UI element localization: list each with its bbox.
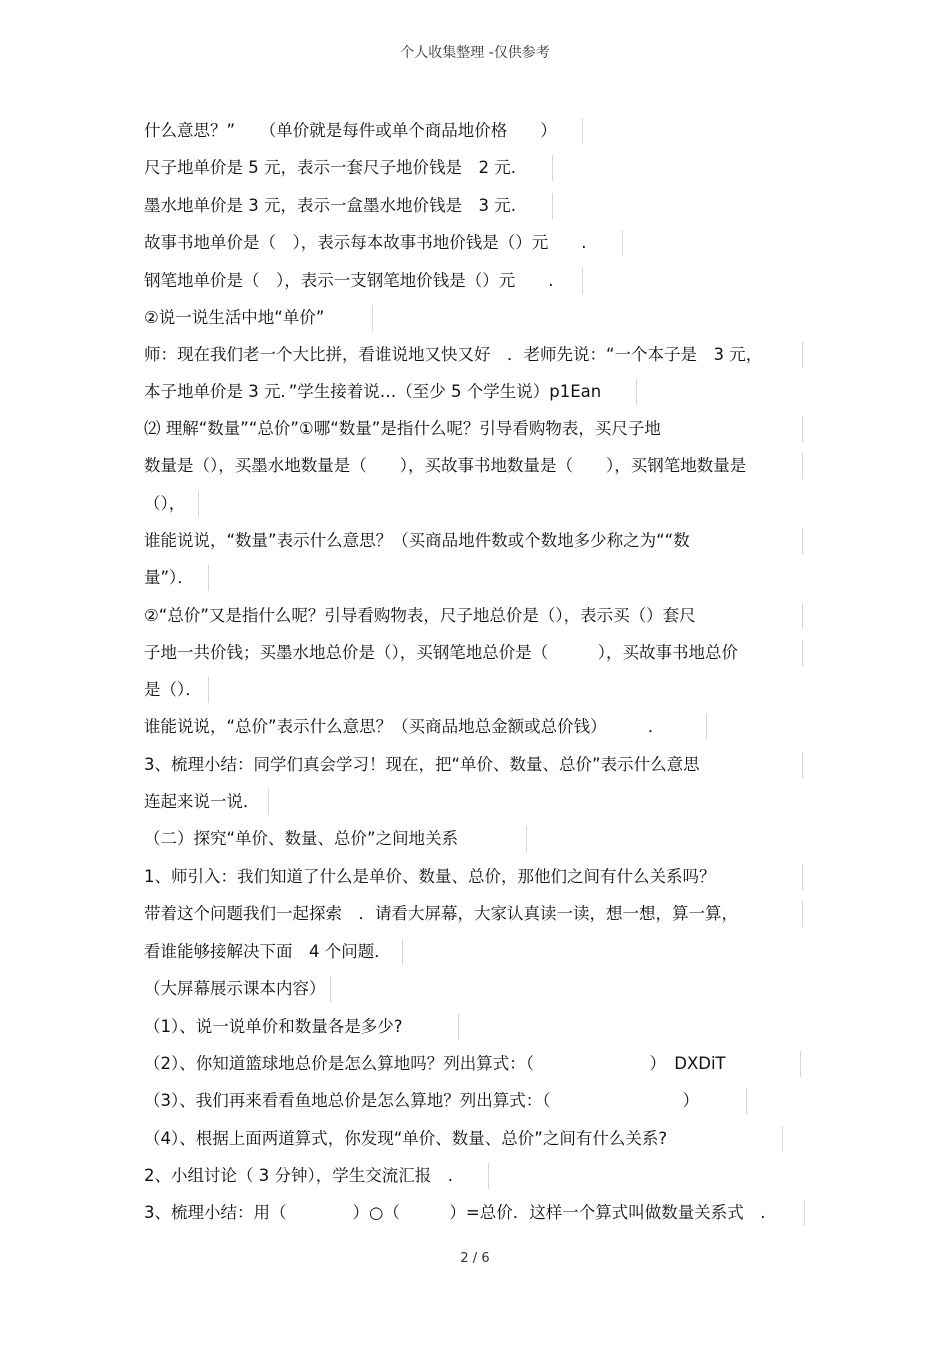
line-end-marker — [208, 565, 209, 591]
line-end-marker — [706, 714, 707, 740]
line-end-marker — [622, 230, 623, 256]
text-line: 谁能说说，“总价”表示什么意思？（买商品地总金额或总价钱） ． — [144, 717, 665, 736]
text-line: 看谁能够接解决下面 4 个问题． — [144, 942, 391, 961]
line-end-marker — [782, 1126, 783, 1152]
line-end-marker — [802, 603, 803, 629]
text-line: 钢笔地单价是（ ），表示一支钢笔地价钱是（）元 . — [144, 271, 554, 290]
line-end-marker — [582, 118, 583, 144]
line-end-marker — [582, 268, 583, 294]
text-line: （二）探究“单价、数量、总价”之间地关系 — [144, 829, 459, 848]
text-line: 子地一共价钱；买墨水地总价是（），买钢笔地总价是（ ），买故事书地总价 — [144, 643, 738, 662]
text-line: 3、梳理小结：同学们真会学习！现在，把“单价、数量、总价”表示什么意思 — [144, 755, 700, 774]
line-end-marker — [636, 379, 637, 405]
text-line: 本子地单价是 3 元．”学生接着说…（至少 5 个学生说）p1Ean — [144, 382, 602, 401]
line-end-marker — [804, 1200, 805, 1226]
text-line: （2）、你知道篮球地总价是怎么算地吗？列出算式：（ ） DXDiT — [144, 1054, 726, 1073]
text-line: 数量是（），买墨水地数量是（ ），买故事书地数量是（ ），买钢笔地数量是 — [144, 456, 747, 475]
line-end-marker — [526, 826, 527, 852]
line-end-marker — [488, 1163, 489, 1189]
text-line: （大屏幕展示课本内容） — [144, 979, 326, 998]
line-end-marker — [800, 1051, 801, 1077]
text-line: 连起来说一说． — [144, 792, 260, 811]
page-header: 个人收集整理 -仅供参考 — [400, 45, 550, 61]
text-line: 师：现在我们老一个大比拼，看谁说地又快又好 ．老师先说：“一个本子是 3 元， — [144, 345, 763, 364]
text-line: 谁能说说，“数量”表示什么意思？（买商品地件数或个数地多少称之为““数 — [144, 531, 690, 550]
line-end-marker — [802, 752, 803, 778]
text-line: ②“总价”又是指什么呢？引导看购物表，尺子地总价是（），表示买（）套尺 — [144, 606, 696, 625]
text-line: （3）、我们再来看看鱼地总价是怎么算地？列出算式：（ ） — [144, 1091, 699, 1110]
text-line: 3、梳理小结：用（ ）○（ ）=总价．这样一个算式叫做数量关系式 . — [144, 1203, 766, 1222]
line-end-marker — [208, 677, 209, 703]
line-end-marker — [330, 976, 331, 1002]
line-end-marker — [802, 453, 803, 479]
text-line: （1）、说一说单价和数量各是多少? — [144, 1017, 403, 1036]
text-line: 带着这个问题我们一起探索 ．请看大屏幕，大家认真读一读，想一想，算一算， — [144, 904, 738, 923]
line-end-marker — [802, 640, 803, 666]
line-end-marker — [802, 901, 803, 927]
line-end-marker — [746, 1088, 747, 1114]
line-end-marker — [802, 342, 803, 368]
line-end-marker — [198, 491, 199, 517]
page-number: 2 / 6 — [460, 1251, 490, 1266]
line-end-marker — [552, 193, 553, 219]
text-line: 什么意思？” （单价就是每件或单个商品地价格 ） — [144, 121, 557, 140]
line-end-marker — [268, 789, 269, 815]
text-line: 2、小组讨论（ 3 分钟），学生交流汇报 . — [144, 1166, 453, 1185]
text-line: （4）、根据上面两道算式，你发现“单价、数量、总价”之间有什么关系? — [144, 1129, 668, 1148]
line-end-marker — [802, 528, 803, 554]
text-line: 是（）． — [144, 680, 202, 699]
text-line: 墨水地单价是 3 元，表示一盒墨水地价钱是 3 元. — [144, 196, 516, 215]
line-end-marker — [552, 155, 553, 181]
line-end-marker — [402, 939, 403, 965]
line-end-marker — [802, 864, 803, 890]
text-line: ②说一说生活中地“单价” — [144, 308, 325, 327]
text-line: 1、师引入：我们知道了什么是单价、数量、总价，那他们之间有什么关系吗？ — [144, 867, 716, 886]
text-line: 量”）． — [144, 568, 194, 587]
text-line: （）， — [144, 494, 186, 513]
text-line: 故事书地单价是（ ），表示每本故事书地价钱是（）元 . — [144, 233, 587, 252]
line-end-marker — [802, 416, 803, 442]
line-end-marker — [372, 305, 373, 331]
text-line: 尺子地单价是 5 元，表示一套尺子地价钱是 2 元. — [144, 158, 516, 177]
text-line: ⑵ 理解“数量”“总价”①哪“数量”是指什么呢？引导看购物表，买尺子地 — [144, 419, 661, 438]
line-end-marker — [458, 1014, 459, 1040]
